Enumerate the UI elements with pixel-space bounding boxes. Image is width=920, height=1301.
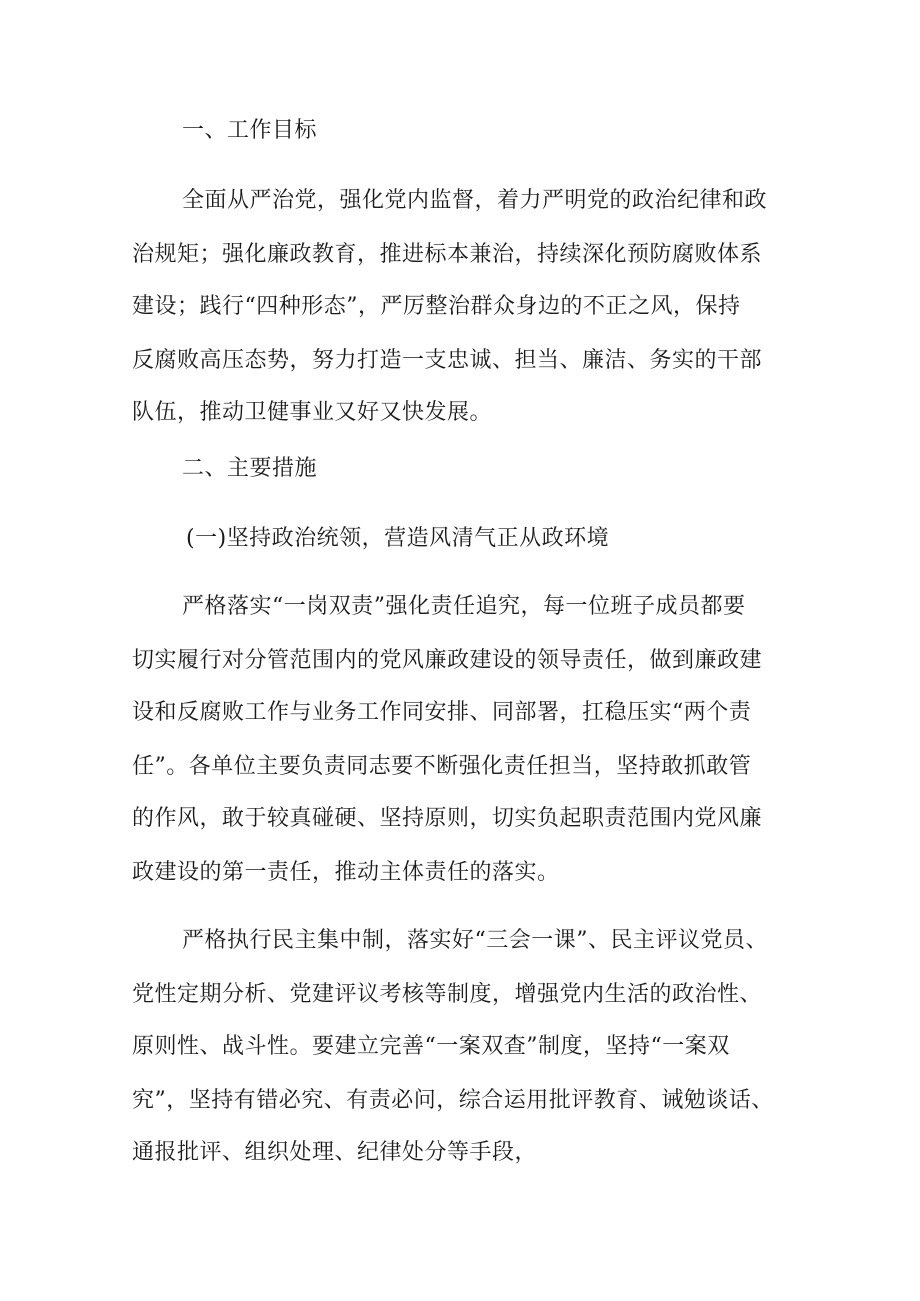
section-heading-work-goals: 一、工作目标: [182, 118, 318, 143]
paragraph-line: 的作风，敢于较真碰硬、坚持原则，切实负起职责范围内党风廉: [132, 806, 763, 831]
paragraph-line: 严格执行民主集中制，落实好“三会一课”、民主评议党员、: [182, 928, 768, 953]
paragraph-line: 建设；践行“四种形态”，严厉整治群众身边的不正之风，保持: [132, 294, 741, 319]
paragraph-line: 党性定期分析、党建评议考核等制度，增强党内生活的政治性、: [132, 982, 763, 1007]
paragraph-line: 通报批评、组织处理、纪律处分等手段，: [132, 1140, 538, 1165]
paragraph-line: 治规矩；强化廉政教育，推进标本兼治，持续深化预防腐败体系: [132, 242, 763, 267]
paragraph-line: 原则性、战斗性。要建立完善“一案双查”制度，坚持“一案双: [132, 1034, 730, 1059]
paragraph-line: 切实履行对分管范围内的党风廉政建设的领导责任，做到廉政建: [132, 648, 763, 673]
paragraph-line: 队伍，推动卫健事业又好又快发展。: [132, 400, 493, 425]
paragraph-line: 任”。各单位主要负责同志要不断强化责任担当，坚持敢抓敢管: [132, 754, 752, 779]
paragraph-line: 究”，坚持有错必究、有责必问，综合运用批评教育、诫勉谈话、: [132, 1088, 774, 1113]
paragraph-line: 全面从严治党，强化党内监督，着力严明党的政治纪律和政: [182, 188, 768, 213]
section-heading-main-measures: 二、主要措施: [182, 456, 318, 481]
paragraph-line: 反腐败高压态势，努力打造一支忠诚、担当、廉洁、务实的干部: [132, 348, 763, 373]
paragraph-line: 严格落实“一岗双责”强化责任追究，每一位班子成员都要: [182, 594, 746, 619]
subsection-heading-political-leadership: (一)坚持政治统领，营造风清气正从政环境: [186, 526, 610, 551]
paragraph-line: 政建设的第一责任，推动主体责任的落实。: [132, 860, 560, 885]
paragraph-line: 设和反腐败工作与业务工作同安排、同部署，扛稳压实“两个责: [132, 700, 752, 725]
